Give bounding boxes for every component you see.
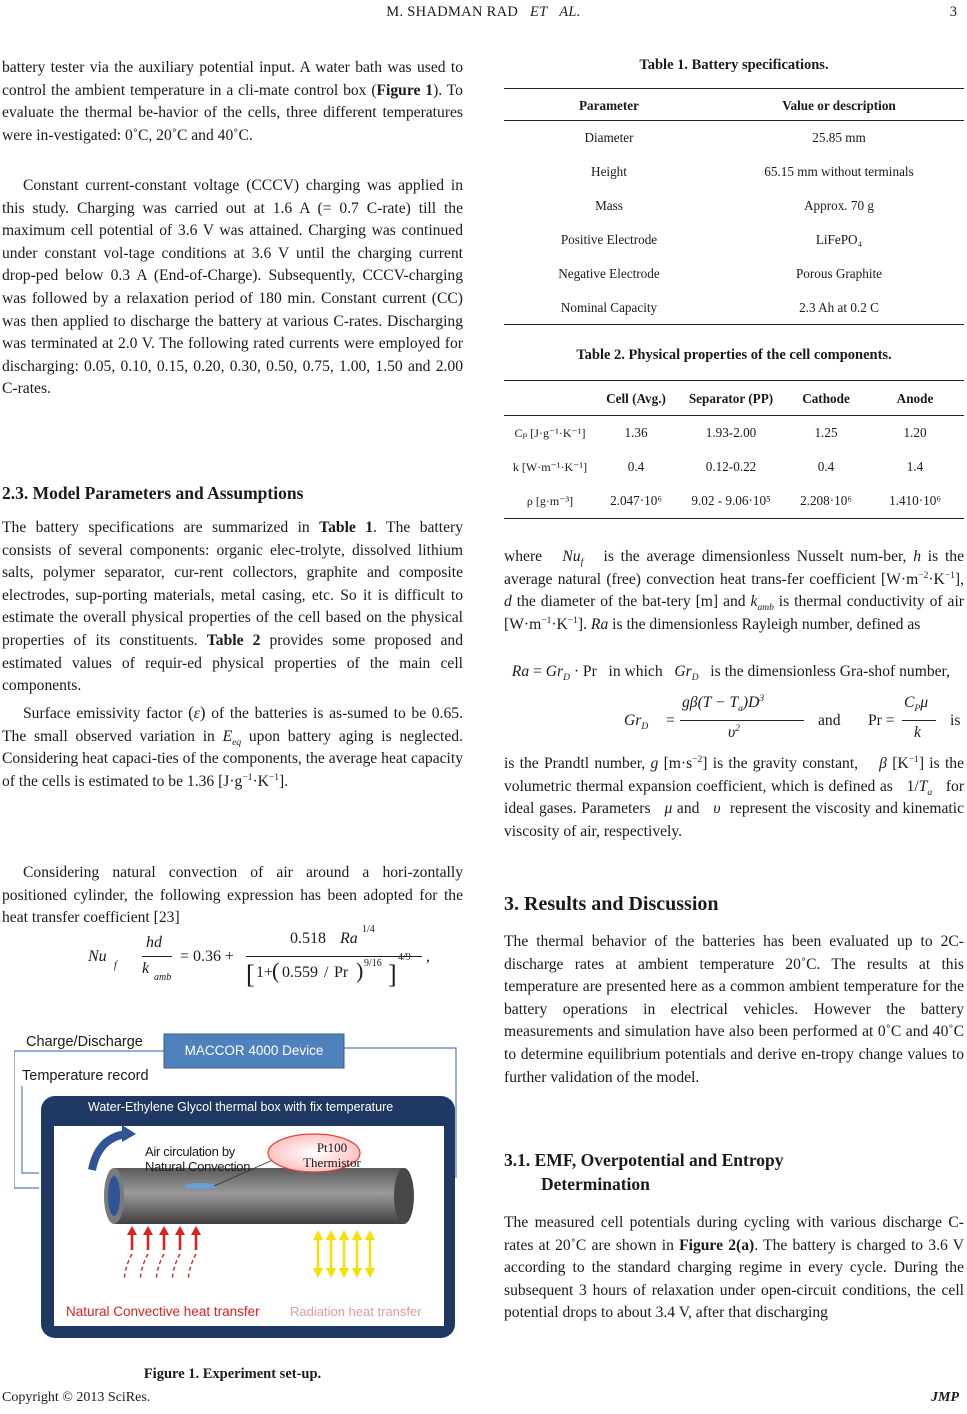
p3b: . The battery consists of several components: organic elec-trolyte, dissolved lithium salts, polymer separator, cur-rent collectors, graphite and composite electrodes, sup-porting materials, metal casing, etc. So it is difficult to estimate the overall physical properties of the cell based on the physical properties of its constituents.: [2, 519, 464, 649]
table-2-bottomrule: [504, 518, 964, 519]
r2a: The measured cell potentials during cycling with various discharge C-rates at 20˚C are shown in: [504, 1214, 964, 1254]
eq-comma: ,: [426, 948, 430, 965]
table-1-caption: Table 1. Battery specifications.: [639, 57, 829, 73]
eq-bar1: [142, 956, 172, 957]
eq-num: 0.518: [290, 930, 326, 947]
w6: ],: [954, 570, 964, 588]
table-1-bottomrule: [504, 324, 964, 325]
w17: and: [818, 712, 841, 729]
figure-2a-ref[interactable]: Figure 2(a): [679, 1236, 755, 1254]
eq-pr: Pr: [334, 964, 349, 981]
t2-rowlabel: ρ [g·m⁻³]: [526, 493, 574, 508]
header-al: AL.: [559, 4, 581, 20]
t1-cell: Negative Electrode: [558, 266, 660, 281]
eq-q14: 1/4: [362, 924, 375, 935]
t2-header: [504, 382, 596, 416]
w5: ·K: [928, 570, 945, 588]
p4b: of the batteries is as-sumed to be 0.65. The small observed variation in: [2, 705, 463, 745]
fig-thermistor: Thermistor: [303, 1155, 361, 1170]
fig-box-title: Water-Ethylene Glycol thermal box with fix temperature: [88, 1100, 394, 1114]
w12: ].: [577, 615, 588, 633]
table-2: [504, 382, 964, 518]
sensor-spot: [184, 1183, 216, 1189]
eq-rbracket: ]: [388, 960, 397, 989]
eq-p49: 4/9: [398, 952, 411, 963]
figure-1-caption: Figure 1. Experiment set-up.: [143, 1366, 322, 1382]
t2-cell: 2.208·10⁶: [800, 493, 852, 508]
table1-ref[interactable]: Table 1: [319, 519, 374, 536]
t1-cell: 65.15 mm without terminals: [764, 164, 914, 179]
fig-pt100: Pt100: [316, 1140, 348, 1155]
eq-lbracket: [: [246, 960, 255, 989]
t2-header: Anode: [896, 391, 934, 406]
figure-ref[interactable]: Figure 1: [376, 81, 434, 99]
footer-journal: JMP: [931, 1390, 959, 1405]
table-1: [504, 90, 964, 325]
w20: [m·s: [663, 755, 693, 772]
w8: the diameter of the bat-tery [m] and: [516, 593, 746, 611]
eq-slash: /: [324, 964, 329, 981]
w13: Ra: [590, 615, 609, 633]
paragraph-convection: Considering natural convection of air around a hori-zontally positioned cylinder, the following expression has been adopted for the heat transfer coefficient [23]: [2, 864, 463, 927]
battery-cylinder: [114, 1168, 404, 1224]
w16: is the dimensionless Gra-shof number,: [710, 663, 951, 680]
page-number: 3: [949, 4, 957, 20]
paragraph-intro: [2, 57, 463, 147]
footer-copyright: Copyright © 2013 SciRes.: [2, 1390, 151, 1405]
t1-header: Parameter: [578, 97, 640, 113]
t2-header: Cell (Avg.): [606, 391, 666, 406]
table2-ref[interactable]: Table 2: [206, 631, 261, 649]
w19: g: [650, 755, 659, 772]
paragraph-nusselt: where $Nu_f$ is the average dimensionless Nusselt num-ber, h is the average natural (free) convection heat trans-fer coefficient $[W\cdot m^{-2}\cdot K^{-1}]$, d the diameter of the bat-tery [m] and $k_{amb}$ is thermal conductivity of air $[W\cdot m^{-1}\cdot K^{-1}]$. Ra is the dimensionless Rayleigh number, defined as: [504, 548, 965, 633]
results-heading: 3. Results and Discussion: [504, 893, 719, 915]
t2-cell: 0.4: [817, 459, 835, 474]
table-2-midrule: [504, 415, 964, 416]
eq-bar2: [246, 956, 422, 957]
p4d: ·K: [252, 772, 269, 790]
w1: where: [504, 548, 543, 565]
table-2-caption: Table 2. Physical properties of the cell components.: [576, 347, 892, 363]
fig-charge-label: Charge/Discharge: [26, 1034, 143, 1050]
t2-header: Cathode: [802, 391, 850, 406]
t2-cell: 2.047·10⁶: [610, 493, 662, 508]
p4c: upon battery aging is neglected. Considering heat capaci-ties of the components, the average heat capacity of the cells is estimated to be 1.36 [J·g: [2, 727, 464, 790]
w10: is thermal conductivity of air [W·m: [504, 593, 965, 633]
t2-cell: 9.02 - 9.06·10⁵: [691, 493, 771, 508]
t1-cell: Nominal Capacity: [560, 300, 658, 315]
w21: ] is the gravity constant,: [702, 755, 859, 772]
eq-ra: Ra: [340, 930, 358, 947]
line-temp: [22, 1086, 39, 1173]
fig-radiation: Radiation heat transfer: [290, 1304, 422, 1319]
table-1-midrule: [504, 120, 964, 121]
pr-bar: [902, 720, 936, 721]
t1-header: Value or description: [782, 97, 896, 113]
eq-amb: amb: [154, 972, 172, 983]
fig-natural-convection: Natural Convective heat transfer: [66, 1304, 260, 1319]
w9s: amb: [757, 603, 774, 614]
running-header: [0, 4, 967, 21]
equation-9: [88, 924, 468, 998]
t1-cell: Diameter: [584, 130, 634, 145]
battery-terminal: [108, 1176, 120, 1216]
paragraph-charging: Constant current-constant voltage (CCCV) charging was applied in this study. Charging was carried out at 1.6 A (= 0.7 C-rate) till the maximum cell potential of 3.6 V was attained. Charging was continued under constant vol-tage conditions at 3.6 V until the charging current drop-ped below 0.3 A (End-of-Charge). Subsequently, CCCV-charging was followed by a relaxation period of 180 min. Constant current (CC) was then applied to discharge the battery at various C-rates. Discharging was terminated at 2.0 V. The following rated currents were employed for discharging: 0.05, 0.10, 0.15, 0.20, 0.30, 0.50, 0.75, 1.00, 1.50 and 2.00 C-rates.: [2, 177, 463, 398]
p4e: ].: [279, 772, 289, 790]
w7: d: [504, 593, 512, 611]
t1-cell: 2.3 Ah at 0.2 C: [799, 300, 879, 315]
battery-end-right: [394, 1168, 414, 1224]
subsection-heading-2: Determination: [541, 1174, 650, 1194]
t2-cell: 1.410·10⁶: [889, 493, 941, 508]
t2-rowlabel: Cₚ [J·g⁻¹·K⁻¹]: [514, 425, 586, 440]
w2: is the average dimensionless Nusselt num-ber,: [603, 548, 907, 565]
w3: h: [913, 548, 922, 565]
line-ra-definition: $Ra = Gr_D \cdot Pr$ in which $Gr_D$ is the dimensionless Gra-shof number,: [511, 663, 951, 684]
fig-device-label: MACCOR 4000 Device: [184, 1043, 324, 1058]
eq-lparen: (: [272, 958, 280, 983]
p3c: provides some proposed and estimated values of requir-ed physical properties of the main cell components.: [2, 631, 463, 695]
t1-cell: Height: [591, 164, 627, 179]
paragraph-emissivity: Surface emissivity factor (ε) of the batteries is as-sumed to be 0.65. The small observed variation in $E_{eq}$ upon battery aging is neglected. Considering heat capaci-ties of the components, the average heat capacity of the cells is estimated to be 1.36 $[J\cdot g^{-1}\cdot K^{-1}]$.: [2, 703, 464, 790]
t1-cell: Positive Electrode: [560, 232, 658, 247]
t2-header: Separator (PP): [688, 391, 774, 406]
w25: and: [676, 800, 700, 818]
eq-c036: = 0.36 +: [180, 948, 235, 965]
t2-cell: 1.4: [906, 459, 924, 474]
w11: ·K: [551, 615, 568, 633]
w26: represent the viscosity and kinematic viscosity of air, respectively.: [504, 800, 965, 840]
section-heading: 2.3. Model Parameters and Assumptions: [2, 483, 304, 503]
t1-cell: Mass: [595, 198, 623, 213]
w15: in which: [608, 663, 663, 680]
t2-cell: 1.93-2.00: [705, 425, 757, 440]
w24: for ideal gases. Parameters: [504, 777, 965, 818]
t1-cell: Porous Graphite: [795, 266, 883, 281]
w14: is the dimensionless Rayleigh number, defined as: [612, 615, 921, 633]
t2-cell: 0.12-0.22: [705, 459, 757, 474]
p3a: The battery specifications are summarized in: [2, 519, 320, 536]
p1-text: battery tester via the auxiliary potential input. A water bath was used to control the ambient temperature in a cli-mate control box (: [2, 59, 463, 99]
r2b: . The battery is charged to 3.6 V according to the standard charging regime in every cycle. During the subsequent 3 hours of relaxation under open-circuit conditions, the cell potential drops to about 3.4 V, after that discharging: [504, 1236, 964, 1322]
eq-c0559: 0.559: [282, 964, 318, 981]
t2-rowlabel: k [W·m⁻¹·K⁻¹]: [512, 459, 588, 474]
eq-one: 1+: [256, 964, 274, 981]
p1-end: ). To evaluate the thermal be-havior of the cells, three different temperatures were in-vestigated: 0˚C, 20˚C and 40˚C.: [2, 81, 463, 144]
fig-temp-label: Temperature record: [22, 1068, 149, 1084]
gr-bar: [680, 720, 804, 721]
grashof-equation: $Gr_D$ = $g\beta(T - T_a)D^3$ $\upsilon^2$ and Pr = $C_P\mu$ k is: [624, 693, 961, 741]
w9: k: [750, 593, 758, 611]
header-authors: M. SHADMAN RAD: [386, 4, 519, 20]
t1-cell: 25.85 mm: [812, 130, 866, 145]
paragraph-specs: [2, 517, 463, 698]
eq-rparen: ): [356, 958, 364, 983]
subsection-heading-1: 3.1. EMF, Overpotential and Entropy: [504, 1150, 784, 1170]
eq-hd: hd: [146, 934, 162, 951]
t2-cell: 1.36: [624, 425, 648, 440]
fig-air-text: Air circulation by Natural Convection: [145, 1144, 251, 1174]
w22: [K: [892, 755, 909, 772]
eq-f: f: [114, 960, 117, 971]
p4a: Surface emissivity factor: [23, 705, 183, 722]
paragraph-emf: [504, 1212, 964, 1325]
w18: is the Prandtl number,: [504, 755, 646, 772]
t1-cell: LiFePO₄: [815, 232, 863, 247]
w23: ] is the volumetric thermal expansion coefficient, which is defined as: [504, 755, 965, 795]
t2-cell: 0.4: [627, 459, 645, 474]
t2-cell: 1.25: [814, 425, 838, 440]
eq-p916: 9/16: [364, 958, 382, 969]
paragraph-prandtl: is the Prandtl number, g $[m\cdot s^{-2}]$ is the gravity constant, β $[K^{-1}]$ is the volumetric thermal expansion coefficient, which is defined as $1/T_a$ for ideal gases. Parameters μ and υ represent the viscosity and kinematic viscosity of air, respectively.: [504, 754, 965, 840]
w4: is the average natural (free) convection heat trans-fer coefficient [W·m: [504, 548, 964, 588]
eq-k: k: [142, 960, 150, 977]
header-et: ET: [529, 4, 548, 20]
t1-cell: Approx. 70 g: [804, 198, 874, 213]
eq-nu: Nu: [88, 948, 107, 965]
t2-cell: 1.20: [903, 425, 927, 440]
paragraph-results: The thermal behavior of the batteries has been evaluated up to 2C-discharge rates at ambient temperature 20˚C. The results at this temperature are presented here as a common ambient temperature for the battery operations in electrical vehicles. However the battery measurements and simulation have also been performed at 0˚C and 40˚C to determine equilibrium potentials and derive en-tropy change values to further validation of the model.: [504, 933, 964, 1086]
